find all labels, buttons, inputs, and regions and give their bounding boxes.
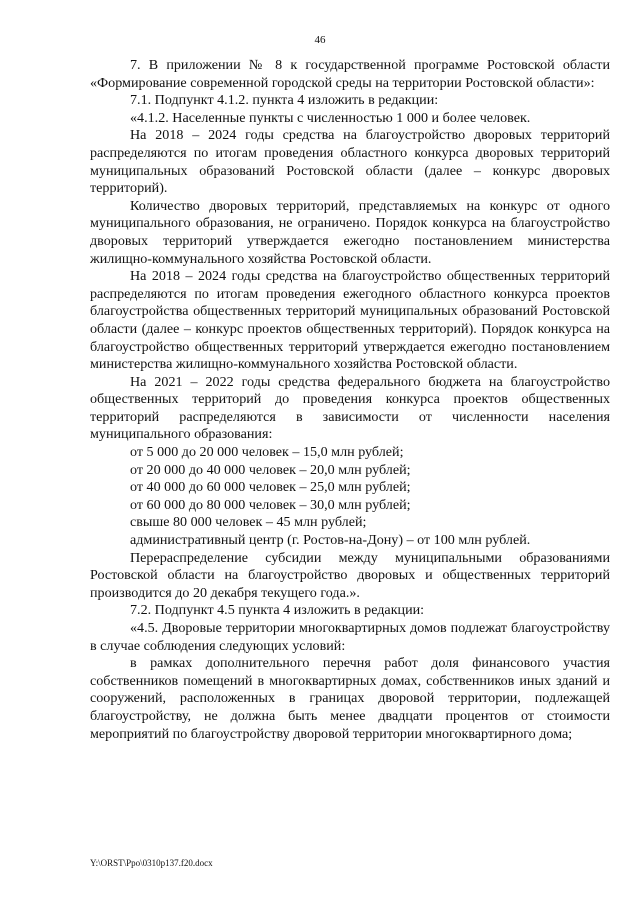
paragraph-subitem-7-2: 7.2. Подпункт 4.5 пункта 4 изложить в редакции: [130,602,425,619]
paragraph-courtyard-funding: На 2018 – 2024 годы средства на благоустройство дворовых территорий распределяются по итогам проведения областного конкурса дворовых территорий муниципальных образований Ростовской области (далее – конкурс дворовых территорий). [90,127,610,197]
document-body [90,57,610,743]
paragraph-cofinancing: в рамках дополнительного перечня работ доля финансового участия собственников помещений в многоквартирных домах, собственников иных зданий и сооружений, расположенных в границах дворовой территории, подлежащей благоустройству, не должна быть менее двадцати процентов от стоимости мероприятий по благоустройству дворовой территории многоквартирного дома; [90,655,610,742]
funding-list-item: от 60 000 до 80 000 человек – 30,0 млн рублей; [130,496,411,513]
paragraph-public-funding: На 2018 – 2024 годы средства на благоустройство общественных территорий распределяются по итогам проведения ежегодного областного конкурса проектов благоустройства общественных территорий муниципальных образований Ростовской области (далее – конкурс проектов общественных территорий). Порядок конкурса на благоустройство общественных территорий утверждается ежегодно постановлением министерства жилищно-коммунального хозяйства Ростовской области. [90,268,610,373]
funding-list-item: от 5 000 до 20 000 человек – 15,0 млн рублей; [130,444,404,461]
funding-list-item: административный центр (г. Ростов-на-Дону) – от 100 млн рублей. [130,532,531,549]
funding-list-item: от 40 000 до 60 000 человек – 25,0 млн рублей; [130,479,411,496]
paragraph-subitem-7-1: 7.1. Подпункт 4.1.2. пункта 4 изложить в редакции: [130,92,439,109]
paragraph-item-7: 7. В приложении № 8 к государственной программе Ростовской области «Формирование современной городской среды на территории Ростовской области»: [90,57,610,91]
paragraph-courtyard-quantity: Количество дворовых территорий, представляемых на конкурс от одного муниципального образования, не ограничено. Порядок конкурса на благоустройство дворовых территорий утверждается ежегодно постановлением министерства жилищно-коммунального хозяйства Ростовской области. [90,197,610,267]
funding-list-item: свыше 80 000 человек – 45 млн рублей; [130,514,367,531]
paragraph-clause-4-1-2: «4.1.2. Населенные пункты с численностью 1 000 и более человек. [130,109,531,126]
paragraph-federal-budget: На 2021 – 2022 годы средства федерального бюджета на благоустройство общественных территорий до проведения конкурса проектов общественных территорий распределяются в зависимости от численности населения муниципального образования: [90,373,610,443]
footer-file-path: Y:\ORST\Ppo\0310p137.f20.docx [90,858,213,868]
paragraph-clause-4-5: «4.5. Дворовые территории многоквартирных домов подлежат благоустройству в случае соблюдения следующих условий: [90,620,610,654]
page-number: 46 [314,34,326,46]
funding-list-item: от 20 000 до 40 000 человек – 20,0 млн рублей; [130,461,411,478]
paragraph-redistribution: Перераспределение субсидии между муниципальными образованиями Ростовской области на благоустройство дворовых и общественных территорий производится до 20 декабря текущего года.». [90,549,610,601]
